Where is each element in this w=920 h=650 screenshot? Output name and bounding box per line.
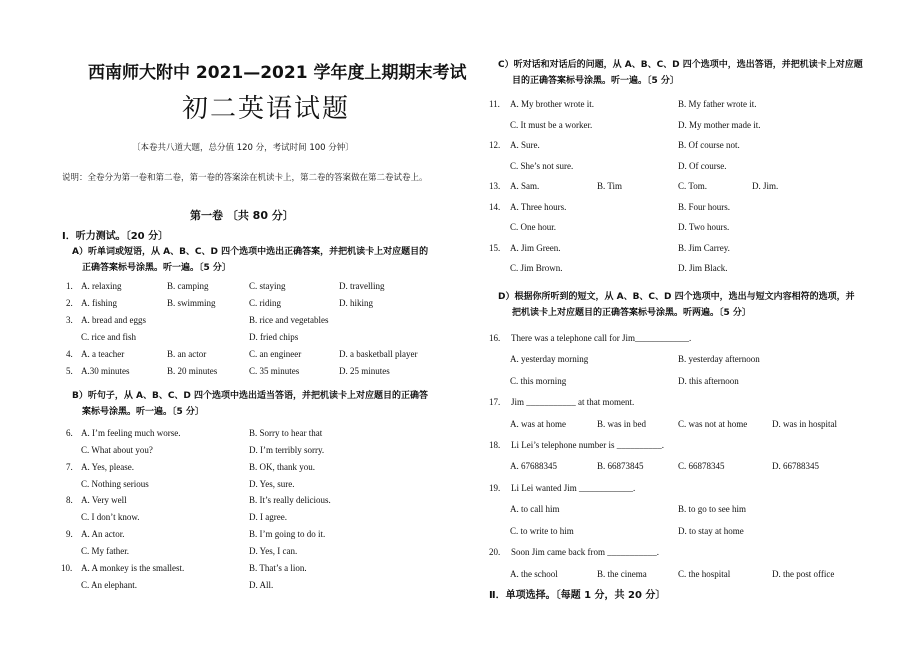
option-c: C. was not at home [678,419,748,429]
option-b: B. to go to see him [678,504,746,514]
option-a: A. My brother wrote it. [510,99,594,109]
option-a: A. fishing [81,298,117,308]
option-b: B. My father wrote it. [678,99,757,109]
option-d: D. hiking [339,298,374,308]
exam-explain: 说明：全卷分为第一卷和第二卷，第一卷的答案涂在机读卡上，第二卷的答案做在第二卷试卷上。 [62,173,428,183]
option-a: A. yesterday morning [510,354,589,364]
option-b: B. OK, thank you. [249,462,315,472]
option-c: C. Jim Brown. [510,263,563,273]
option-a: A. Three hours. [510,202,567,212]
part-c-instructions [498,57,863,89]
option-b: B. Four hours. [678,202,731,212]
part-a-instructions [72,244,428,276]
option-c: C. An elephant. [81,580,137,590]
option-a: A. Very well [81,495,127,505]
option-d: D. this afternoon [678,376,739,386]
question-number: 11. [489,99,500,109]
option-b: B. Jim Carrey. [678,243,730,253]
option-b: B. the cinema [597,569,647,579]
question-stem: Li Lei’s telephone number is __________. [511,440,664,450]
option-d: D. I agree. [249,512,287,522]
option-c: C. What about you? [81,445,153,455]
question-number: 8. [66,495,73,505]
option-c: C. rice and fish [81,332,136,342]
part-b-instr-line2: 案标号涂黑。听一遍。〔5 分〕 [82,407,204,417]
option-d: D. travelling [339,281,385,291]
option-b: B. That’s a lion. [249,563,307,573]
option-a: A. bread and eggs [81,315,146,325]
option-d: D. Two hours. [678,222,730,232]
option-c: C. this morning [510,376,567,386]
option-a: A. Sam. [510,181,540,191]
question-number: 6. [66,428,73,438]
option-b: B. 66873845 [597,461,644,471]
option-b: B. was in bed [597,419,646,429]
part-a-instr-line1: A）听单词或短语，从 A、B、C、D 四个选项中选出正确答案，并把机读卡上对应题目的 [72,247,429,257]
option-d: D. Of course. [678,161,727,171]
option-a: A. 67688345 [510,461,557,471]
option-a: A. Jim Green. [510,243,561,253]
question-number: 10. [61,563,73,573]
part-a-instr-line2: 正确答案标号涂黑。听一遍。〔5 分〕 [82,263,231,273]
option-d: D. to stay at home [678,526,744,536]
volume-heading: 第一卷 〔共 80 分〕 [190,209,294,222]
option-d: D. 66788345 [772,461,819,471]
question-number: 4. [66,349,73,359]
option-d: D. a basketball player [339,349,418,359]
option-a: A. An actor. [81,529,125,539]
question-stem: There was a telephone call for Jim____________. [511,333,692,343]
question-number: 2. [66,298,73,308]
option-b: B. 20 minutes [167,366,218,376]
question-number: 12. [489,140,501,150]
option-b: B. I’m going to do it. [249,529,326,539]
question-number: 19. [489,483,501,493]
option-d: D. My mother made it. [678,120,761,130]
part-d-instr-line1: D）根据你所听到的短文，从 A、B、C、D 四个选项中，选出与短文内容相符的选项，并 [498,292,855,302]
question-number: 13. [489,181,501,191]
option-a: A. relaxing [81,281,122,291]
option-a: A.30 minutes [81,366,130,376]
option-d: D. Yes, I can. [249,546,298,556]
option-d: D. fried chips [249,332,299,342]
section-2-title: Ⅱ．单项选择。〔每题 1 分，共 20 分〕 [489,590,666,601]
option-c: C. Nothing serious [81,479,149,489]
question-stem: Jim ___________ at that moment. [511,397,635,407]
part-b-instructions [72,388,428,420]
question-number: 5. [66,366,73,376]
exam-title: 西南师大附中 2021—2021 学年度上期期末考试 [88,63,467,83]
part-c-instr-line2: 目的正确答案标号涂黑。听一遍。〔5 分〕 [512,76,679,86]
part-c-instr-line1: C）听对话和对话后的问题，从 A、B、C、D 四个选项中，选出答语，并把机读卡上对应题 [498,60,863,70]
option-a: A. a teacher [81,349,125,359]
option-c: C. It must be a worker. [510,120,593,130]
option-d: D. Jim. [752,181,779,191]
option-d: D. I’m terribly sorry. [249,445,325,455]
option-d: D. Jim Black. [678,263,728,273]
option-a: A. Sure. [510,140,540,150]
question-number: 20. [489,547,501,557]
option-c: C. an engineer [249,349,302,359]
question-number: 7. [66,462,73,472]
part-d-instr-line2: 把机读卡上对应题目的正确答案标号涂黑。听两遍。〔5 分〕 [512,308,751,318]
question-number: 18. [489,440,501,450]
option-c: C. staying [249,281,286,291]
option-c: C. riding [249,298,282,308]
option-a: A. the school [510,569,558,579]
question-number: 17. [489,397,501,407]
question-number: 16. [489,333,501,343]
section-1-title: Ⅰ．听力测试。〔20 分〕 [62,231,169,242]
exam-subtitle: 初二英语试题 [182,94,351,124]
option-c: C. She’s not sure. [510,161,574,171]
option-c: C. Tom. [678,181,707,191]
option-c: C. My father. [81,546,129,556]
option-d: D. 25 minutes [339,366,390,376]
question-number: 14. [489,202,501,212]
question-stem: Li Lei wanted Jim ____________. [511,483,636,493]
option-c: C. to write to him [510,526,574,536]
question-number: 1. [66,281,73,291]
option-a: A. I’m feeling much worse. [81,428,181,438]
option-d: D. Yes, sure. [249,479,295,489]
option-b: B. yesterday afternoon [678,354,760,364]
option-a: A. was at home [510,419,566,429]
option-b: B. Sorry to hear that [249,428,323,438]
option-b: B. an actor [167,349,207,359]
option-d: D. the post office [772,569,835,579]
option-c: C. I don’t know. [81,512,140,522]
question-number: 3. [66,315,73,325]
question-stem: Soon Jim came back from ___________. [511,547,659,557]
option-b: B. Tim [597,181,623,191]
option-c: C. 35 minutes [249,366,300,376]
option-c: C. the hospital [678,569,731,579]
question-number: 15. [489,243,501,253]
option-d: D. was in hospital [772,419,837,429]
option-b: B. Of course not. [678,140,740,150]
question-number: 9. [66,529,73,539]
option-a: A. to call him [510,504,560,514]
option-a: A. Yes, please. [81,462,134,472]
option-c: C. One hour. [510,222,556,232]
option-b: B. swimming [167,298,216,308]
option-b: B. rice and vegetables [249,315,329,325]
option-b: B. It’s really delicious. [249,495,331,505]
option-b: B. camping [167,281,209,291]
option-d: D. All. [249,580,274,590]
exam-note: 〔本卷共八道大题，总分值 120 分，考试时间 100 分钟〕 [132,143,354,153]
part-b-instr-line1: B）听句子，从 A、B、C、D 四个选项中选出适当答语，并把机读卡上对应题目的正确答 [72,391,429,401]
part-d-instructions [498,289,855,321]
option-a: A. A monkey is the smallest. [81,563,185,573]
option-c: C. 66878345 [678,461,725,471]
